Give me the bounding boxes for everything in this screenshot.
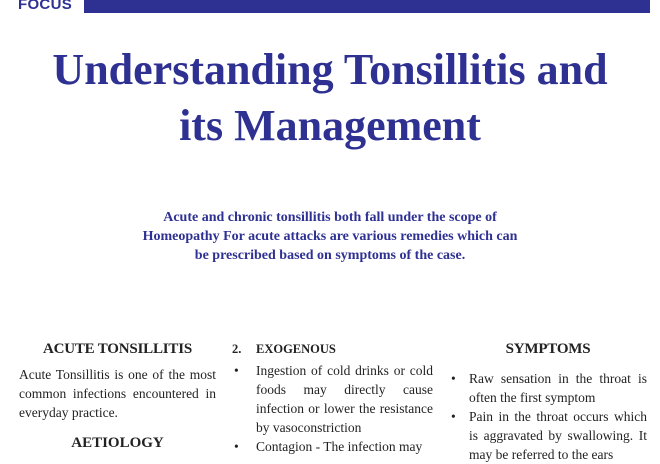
subtitle-line-1: Acute and chronic tonsillitis both fall under the scope of [163, 210, 497, 225]
column-symptoms [449, 340, 647, 464]
list-item [449, 407, 647, 464]
list-item-text: Contagion - The infection may [256, 439, 423, 454]
heading-symptoms: SYMPTOMS [505, 341, 591, 357]
column-acute-tonsillitis [19, 340, 216, 453]
bullet-icon: • [234, 363, 239, 378]
list-item [232, 437, 433, 456]
title-line-1: Understanding Tonsillitis and [52, 45, 608, 94]
header-bar [84, 0, 650, 13]
heading-aetiology: AETIOLOGY [71, 435, 164, 451]
subtitle-line-3: be prescribed based on symptoms of the case. [194, 248, 466, 263]
exogenous-heading-row [232, 340, 433, 359]
bullet-icon: • [451, 371, 456, 386]
list-item [232, 361, 433, 437]
list-item-text: Raw sensation in the throat is often the first symptom [469, 371, 647, 405]
subtitle-line-2: Homeopathy For acute attacks are various remedies which can [142, 229, 518, 244]
list-item [449, 369, 647, 407]
column-exogenous [232, 340, 433, 456]
heading-acute-tonsillitis: ACUTE TONSILLITIS [42, 341, 193, 357]
list-item-text: Ingestion of cold drinks or cold foods may directly cause infection or lower the resistance by vasoconstriction [256, 363, 433, 435]
exogenous-heading: EXOGENOUS [256, 342, 336, 356]
title-line-2: its Management [179, 101, 481, 150]
list-item-text: Pain in the throat occurs which is aggravated by swallowing. It may be referred to the ears [469, 409, 647, 462]
bullet-icon: • [451, 409, 456, 424]
exogenous-list [232, 361, 433, 456]
article-title [0, 42, 660, 154]
article-subtitle [120, 208, 540, 265]
acute-tonsillitis-paragraph: Acute Tonsillitis is one of the most common infections encountered in everyday practice. [19, 367, 216, 420]
section-label: FOCUS [18, 0, 72, 13]
exogenous-number: 2. [232, 342, 242, 356]
bullet-icon: • [234, 439, 239, 454]
